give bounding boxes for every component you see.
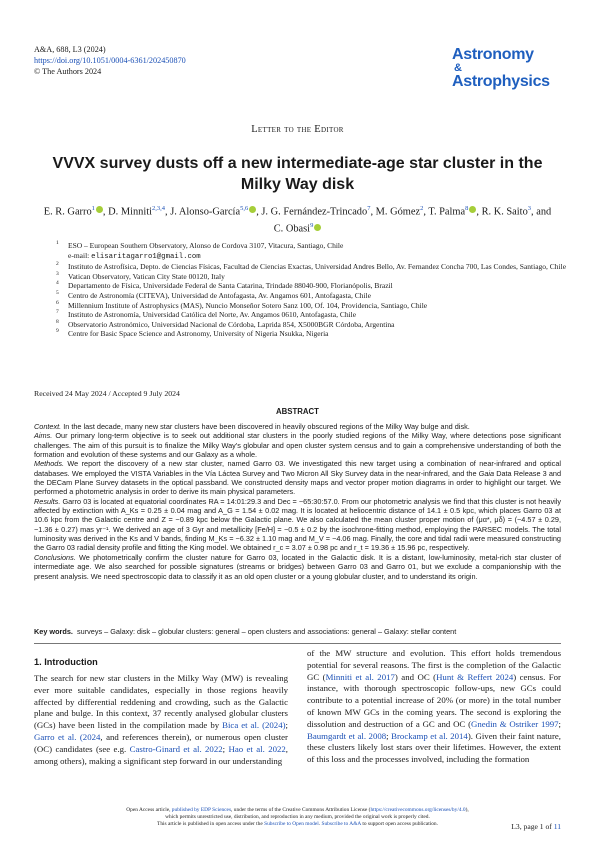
citation-link[interactable]: Hunt & Reffert 2024	[436, 671, 514, 682]
affiliation-number: 7	[56, 309, 59, 316]
author-affiliation-marker[interactable]: 5,6	[240, 205, 249, 212]
author-affiliation-marker[interactable]: 3	[527, 205, 532, 212]
footer-text: .	[318, 821, 322, 827]
orcid-icon[interactable]	[469, 206, 476, 213]
intro-text: ;	[386, 730, 392, 741]
doi-link[interactable]: https://doi.org/10.1051/0004-6361/202450870	[34, 56, 186, 65]
page-total-link[interactable]: 11	[553, 822, 561, 831]
author-affiliation-marker[interactable]: 8	[465, 205, 469, 212]
logo-ampersand: &	[454, 62, 462, 74]
abstract-body	[34, 422, 561, 581]
author-affiliation-marker[interactable]: 2	[420, 205, 424, 212]
orcid-icon[interactable]	[314, 224, 321, 231]
intro-text: ;	[285, 720, 288, 731]
affiliation-number: 6	[56, 299, 59, 306]
logo-word-astronomy: Astronomy	[452, 46, 534, 63]
page-number-prefix: L3, page 1 of	[511, 822, 554, 831]
author-affiliation-marker[interactable]: 2,3,4	[152, 205, 166, 212]
affiliation-email-line	[68, 251, 576, 263]
abstract-divider	[34, 643, 561, 644]
affiliation-list	[56, 241, 576, 339]
affiliation-number: 3	[56, 270, 59, 277]
keywords-text: surveys – Galaxy: disk – globular clusters: general – open clusters and associations: general – Galaxy: stellar content	[77, 627, 457, 636]
abstract-context	[34, 422, 561, 431]
license-line	[34, 807, 561, 814]
affiliation-text: Centre for Basic Space Science and Astronomy, University of Nigeria Nsukka, Nigeria	[68, 329, 329, 339]
citation-link[interactable]: Hao et al. 2022	[228, 743, 286, 754]
journal-citation: A&A, 688, L3 (2024)	[34, 45, 106, 54]
abstract-heading: ABSTRACT	[276, 407, 319, 416]
affiliation-item	[56, 262, 576, 272]
author-name: J. G. Fernández-Trincado	[261, 206, 368, 218]
citation-link[interactable]: Minniti et al. 2017	[325, 671, 395, 682]
affiliation-item	[56, 281, 576, 291]
subscribe-link[interactable]: Subscribe to A&A	[321, 821, 361, 827]
affiliation-item	[56, 241, 576, 262]
email-label: e-mail:	[68, 250, 92, 260]
affiliation-number: 2	[56, 261, 59, 268]
affiliation-item	[56, 272, 576, 282]
page-footer	[34, 807, 561, 828]
author-affiliation-marker[interactable]: 9	[310, 222, 314, 230]
journal-header	[34, 44, 186, 77]
intro-column-left	[34, 673, 288, 767]
license-terms: which permits unrestricted use, distribution, and reproduction in any medium, provided the original work is properly cited.	[165, 814, 430, 820]
footer-text: ),	[465, 807, 469, 813]
affiliation-text: ESO – European Southern Observatory, Alonso de Cordova 3107, Vitacura, Santiago, Chile	[68, 241, 344, 250]
author-name: R. K. Saito	[481, 206, 528, 218]
affiliation-number: 9	[56, 328, 59, 335]
affiliation-text: Vatican Observatory, Vatican City State 00120, Italy	[68, 271, 225, 281]
affiliation-number: 4	[56, 280, 59, 287]
intro-text: ;	[222, 743, 229, 754]
results-text: Garro 03 is located at equatorial coordinates RA = 14:01:29.3 and Dec = −65:30:57.0. From our photometric analysis we find that this cluster is not heavily affected by extinction with A_Ks = 0.25 ± 0.04 mag and A_G = 1.54 ± 0.02 mag. It is located at heliocentric distance of 14.1 ± 0.5 kpc, which places Garro 03 at 10.6 kpc from the Galactic centre and Z = −0.89 kpc below the Galactic plane. We also calculated the mean cluster proper motion of (μα*, μδ) = (−4.57 ± 0.29, −1.36 ± 0.27) mas yr⁻¹. We derived an age of 3 Gyr and metallicity [Fe/H] = −0.5 ± 0.2 by the isochrone-fitting method, employing the PARSEC models. The total luminosity was derived in the Ks and V bands, finding M_Ks = −6.32 ± 1.10 mag and M_V = −4.06 mag. Finally, the core and tidal radii were measured constructing the Garro 03 radial density profile and fitting the King model. We obtained r_c = 3.07 ± 0.98 pc and r_t = 19.36 ± 15.96 pc, respectively.	[34, 496, 562, 553]
copyright-notice: © The Authors 2024	[34, 67, 102, 76]
aa-journal-logo[interactable]	[452, 46, 560, 90]
citation-link[interactable]: Gnedin & Ostriker 1997	[471, 718, 559, 729]
author-affiliation-marker[interactable]: 7	[367, 205, 371, 212]
received-dates: Received 24 May 2024 / Accepted 9 July 2024	[34, 389, 180, 398]
methods-label: Methods.	[34, 459, 65, 469]
intro-text: , among others), making a significant step forward in our understanding	[34, 743, 288, 766]
citation-link[interactable]: Bica et al. (2024)	[222, 720, 286, 731]
affiliation-item	[56, 301, 576, 311]
footer-text: This article is published in open access under the	[157, 821, 265, 827]
page-number	[511, 822, 561, 831]
section-heading-introduction: 1. Introduction	[34, 657, 98, 667]
affiliation-number: 1	[56, 240, 59, 246]
gaia-italic: Gaia	[478, 468, 495, 478]
orcid-icon[interactable]	[96, 206, 103, 213]
abstract-methods	[34, 459, 561, 496]
logo-word-astrophysics: Astrophysics	[452, 73, 550, 90]
letter-label: Letter to the Editor	[251, 124, 344, 135]
affiliation-text: Observatorio Astronómico, Universidad Nacional de Córdoba, Laprida 854, X5000BGR Córdoba, Argentina	[68, 319, 395, 329]
context-text: In the last decade, many new star clusters have been discovered in heavily obscured regions of the Milky Way bulge and disk.	[63, 422, 470, 431]
s2o-link[interactable]: Subscribe to Open model	[264, 821, 319, 827]
citation-link[interactable]: Garro et al. (2024	[34, 731, 101, 742]
open-access-line	[34, 821, 561, 828]
author-name: D. Minniti	[108, 206, 153, 218]
footer-text: to support open access publication.	[360, 821, 438, 827]
affiliation-item	[56, 329, 576, 339]
affiliation-text: Instituto de Astronomía, Universidad Católica del Norte, Av. Angamos 0610, Antofagasta, Chile	[68, 310, 357, 320]
author-name: E. R. Garro	[43, 206, 92, 218]
intro-text: ;	[558, 718, 561, 729]
aims-text: Our primary long-term objective is to seek out additional star clusters in the poorly studied regions of the Milky Way, where detections pose significant challenges. The aim of this pursuit is to finalize the Milky Way’s globular and open cluster system census and to gain a comprehensive understanding of both the formation and evolution of these systems and our Galaxy as a whole.	[34, 431, 561, 460]
abstract-conclusions	[34, 553, 561, 581]
author-name: C. Obasi	[273, 223, 311, 235]
author-name: T. Palma	[428, 206, 466, 218]
conclusions-label: Conclusions.	[34, 552, 76, 562]
keywords	[34, 627, 561, 636]
methods-text-a: We report the discovery of a new star cluster, named Garro 03. We investigated this new target using a combination of near-infrared and optical databases. We employed the VISTA Variables in the Vía Láctea Survey and Two Micron All Sky Survey data in the near-infrared, and the	[34, 459, 562, 478]
intro-text: ) census. For instance, with thorough spectroscopic follow-ups, new GCs could contribute to a potential increase of 20% (or more) in the total number of known MW GCs in the coming years. The second is exploring the dissolution and destruction of a GC and OC (	[307, 671, 561, 729]
methods-text-b: Data Release 3 and the DECam Plane Survey datasets in the optical passband. We constructed density maps and vector proper motion diagrams in order to highlight our target. We performed a photometric analysis in order to derive its main physical parameters.	[34, 468, 561, 497]
affiliation-item	[56, 310, 576, 320]
keywords-label: Key words.	[34, 627, 73, 636]
citation-link[interactable]: Brockamp et al. 2014	[391, 730, 468, 741]
footer-text: Open Access article,	[126, 807, 172, 813]
conclusions-text: We photometrically confirm the cluster nature for Garro 03, located in the Galactic disk. It is a distant, low-luminosity, metal-rich star cluster of intermediate age. We also searched for possible signatures (streams or bridges) between Garro 03 and Garro 01, but we exclude a companionship with the present analysis. We need spectroscopic data to classify it as an old open cluster or a young globular cluster, and to understand its origin.	[34, 552, 561, 581]
affiliation-number: 5	[56, 289, 59, 296]
citation-link[interactable]: Castro-Ginard et al. 2022	[129, 743, 223, 754]
edp-link[interactable]: published by EDP Sciences	[171, 807, 232, 813]
footer-text: , under the terms of the Creative Commons Attribution License (	[231, 807, 371, 813]
author-name: M. Gómez	[375, 206, 421, 218]
affiliation-item	[56, 291, 576, 301]
orcid-icon[interactable]	[249, 206, 256, 213]
paper-title: VVVX survey dusts off a new intermediate-age star cluster in the Milky Way disk	[52, 155, 543, 193]
author-affiliation-marker[interactable]: 1	[91, 205, 95, 212]
intro-text: ). Given their faint nature, these clusters likely lost stars over their lifetimes. However, the extent of this loss and the processes involved, including the formation	[307, 730, 561, 765]
intro-column-right	[307, 648, 561, 766]
affiliation-text: Departamento de Física, Universidade Federal de Santa Catarina, Trindade 88040-900, Florianópolis, Brazil	[68, 281, 393, 291]
context-label: Context.	[34, 422, 62, 431]
intro-text: of the MW structure and evolution. This effort holds tremendous potential for several reasons. The first is the completion of the Galactic GC (	[307, 648, 561, 682]
intro-text: ) and OC (	[394, 671, 437, 682]
affiliation-text: Centro de Astronomía (CITEVA), Universidad de Antofagasta, Av. Angamos 601, Antofagasta, Chile	[68, 290, 371, 300]
affiliation-text: Instituto de Astrofísica, Depto. de Ciencias Físicas, Facultad de Ciencias Exactas, Universidad Andres Bello, Av. Fernandez Concha 700, Las Condes, Santiago, Chile	[68, 262, 567, 272]
email-address[interactable]: elisaritagarro1@gmail.com	[91, 252, 201, 261]
affiliation-text: Millennium Institute of Astrophysics (MAS), Nuncio Monseñor Sotero Sanz 100, Of. 104, Providencia, Santiago, Chile	[68, 300, 428, 310]
aims-label: Aims.	[34, 431, 53, 441]
author-name: J. Alonso-García	[170, 206, 241, 218]
intro-text: , and references therein), or numerous open cluster (OC) candidates (see e.g.	[34, 731, 288, 754]
author-list: E. R. Garro$^1$ , D. Minniti$^{2,3,4}$, J. Alonso-García$^{5,6}$ , J. G. Fernández-Trincado$^7$, M. Gómez$^2$, T. Palma$^8$ , R. K. Saito$^3$, and C. Obasi$^9$	[43, 205, 552, 235]
results-label: Results.	[34, 496, 61, 506]
citation-link[interactable]: Baumgardt et al. 2008	[307, 730, 387, 741]
affiliation-item	[56, 320, 576, 330]
cc-license-link[interactable]: https://creativecommons.org/licenses/by/4.0	[370, 807, 466, 813]
intro-text: The search for new star clusters in the Milky Way (MW) is revealing ever more suitable candidates, especially in those regions heavily affected by differential reddening and crowding, such as the Galactic plane and bulge. In this context, 37 recently analysed globular clusters (GCs) have been listed in the compilation made by	[34, 673, 288, 731]
abstract-aims	[34, 431, 561, 459]
abstract-results	[34, 497, 561, 553]
affiliation-number: 8	[56, 318, 59, 325]
